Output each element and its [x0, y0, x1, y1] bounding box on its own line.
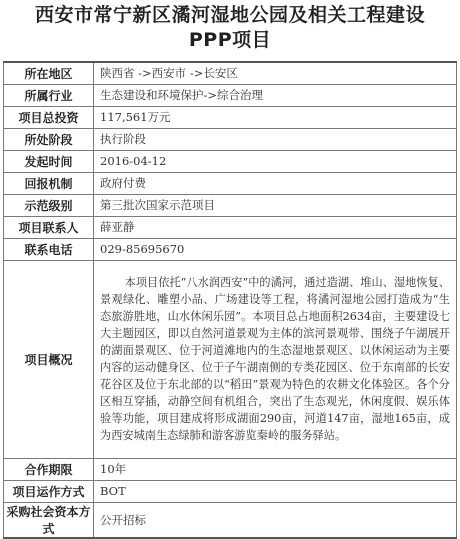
row-value: BOT: [94, 480, 457, 502]
row-value: 执行阶段: [94, 128, 457, 150]
row-value: 薛亚静: [94, 216, 457, 238]
table-row-overview: [4, 260, 457, 458]
row-value: 生态建设和环境保护->综合治理: [94, 84, 457, 106]
table-row: [4, 458, 457, 480]
row-label: 项目概况: [4, 260, 94, 458]
row-label: 所处阶段: [4, 128, 94, 150]
table-row: [4, 172, 457, 194]
table-row: [4, 106, 457, 128]
project-info-table: [3, 61, 457, 539]
row-label: 项目联系人: [4, 216, 94, 238]
row-label: 所在地区: [4, 62, 94, 84]
row-value: 陕西省 ->西安市 ->长安区: [94, 62, 457, 84]
row-label: 项目总投资: [4, 106, 94, 128]
row-value: 029-85695670: [94, 238, 457, 260]
row-label: 采购社会资本方式: [4, 502, 94, 538]
page-title: [0, 3, 460, 53]
row-value: 10年: [94, 458, 457, 480]
row-label: 发起时间: [4, 150, 94, 172]
row-label: 合作期限: [4, 458, 94, 480]
row-label: 所属行业: [4, 84, 94, 106]
row-value: 2016-04-12: [94, 150, 457, 172]
project-overview-text: 本项目依托“八水润西安”中的潏河，通过造湖、堆山、湿地恢复、景观绿化、雕塑小品、广场建设等工程，将潏河湿地公园打造成为“生态旅游胜地，山水休闲乐园”。本项目总占地面积2634亩，主要建设七大主题园区，即以自然河道景观为主体的滨河景观带、围绕子午湖展开的湖面景观区、位于河道滩地内的生态湿地景观区、以休闲运动为主要内容的运动健身区、位于子午湖南侧的专类花园区、位于东南部的长安花谷区及位于东北部的以“稻田”景观为特色的农耕文化体验区。各个分区相互穿插，动静空间有机组合，突出了生态观光，休闲度假、娱乐体验等功能，项目建成将形成湖面290亩，河道147亩，湿地165亩，成为西安城南生态绿肺和游客游览秦岭的服务驿站。: [94, 260, 457, 458]
table-row: [4, 194, 457, 216]
table-row: [4, 84, 457, 106]
row-value: 公开招标: [94, 502, 457, 538]
row-value: 政府付费: [94, 172, 457, 194]
table-row: [4, 502, 457, 538]
table-row: [4, 238, 457, 260]
row-label: 回报机制: [4, 172, 94, 194]
table-row: [4, 150, 457, 172]
row-value: 第三批次国家示范项目: [94, 194, 457, 216]
table-row: [4, 128, 457, 150]
title-line-2: PPP项目: [188, 29, 272, 51]
row-label: 项目运作方式: [4, 480, 94, 502]
row-label: 示范级别: [4, 194, 94, 216]
table-row: [4, 62, 457, 84]
table-row: [4, 480, 457, 502]
title-line-1: 西安市常宁新区潏河湿地公园及相关工程建设: [34, 4, 425, 26]
row-value: 117,561万元: [94, 106, 457, 128]
table-row: [4, 216, 457, 238]
row-label: 联系电话: [4, 238, 94, 260]
